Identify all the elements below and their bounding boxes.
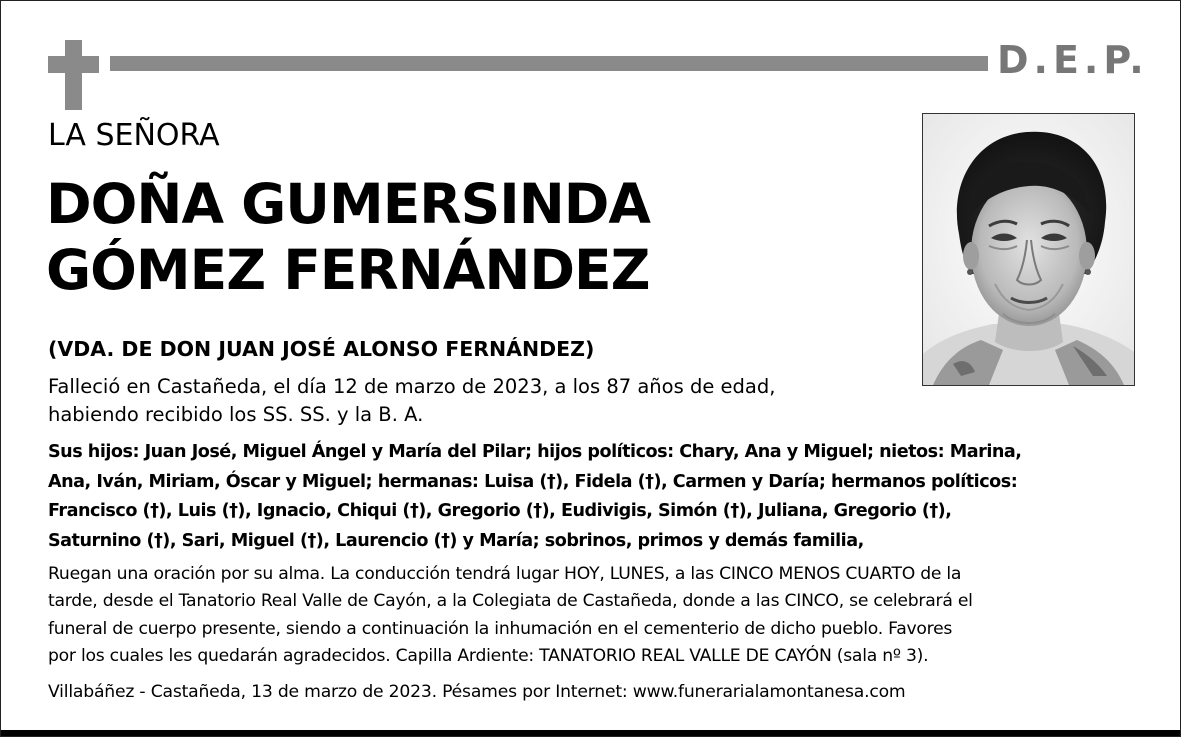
death-details-line1: Falleció en Castañeda, el día 12 de marzo de 2023, a los 87 años de edad, (48, 375, 776, 398)
funeral-line: tarde, desde el Tanatorio Real Valle de Cayón, a la Colegiata de Castañeda, donde a las CINCO, se celebrará el (48, 591, 973, 612)
deceased-name (46, 171, 650, 303)
deceased-name-line1: DOÑA GUMERSINDA (46, 172, 650, 236)
funeral-line: Ruegan una oración por su alma. La conducción tendrá lugar HOY, LUNES, a las CINCO MENOS CUARTO de la (48, 564, 962, 584)
portrait-photo (922, 113, 1135, 386)
death-details (48, 373, 908, 429)
family-line: Saturnino (†), Sari, Miguel (†), Laurencio (†) y María; sobrinos, primos y demás familia, (48, 530, 864, 551)
honorific: LA SEÑORA (48, 118, 220, 153)
family-line: Francisco (†), Luis (†), Ignacio, Chiqui (†), Gregorio (†), Eudivigis, Simón (†), Juliana, Gregorio (†), (48, 501, 952, 521)
death-details-line2: habiendo recibido los SS. SS. y la B. A. (48, 403, 424, 426)
funeral-line: funeral de cuerpo presente, siendo a continuación la inhumación en el cementerio de dicho pueblo. Favores (48, 618, 953, 639)
rip-label: D.E.P. (997, 38, 1149, 82)
widow-of: (VDA. DE DON JUAN JOSÉ ALONSO FERNÁNDEZ) (48, 337, 595, 361)
cross-icon-arm (48, 56, 99, 73)
footer-place-date: Villabáñez - Castañeda, 13 de marzo de 2023. Pésames por Internet: www.funerarialamontanesa.com (48, 682, 906, 702)
header-rule (110, 56, 988, 71)
funeral-line: por los cuales les quedarán agradecidos. Capilla Ardiente: TANATORIO REAL VALLE DE CAYÓN (sala nº 3). (48, 645, 929, 666)
cross-icon (65, 40, 82, 110)
family-line: Sus hijos: Juan José, Miguel Ángel y María del Pilar; hijos políticos: Chary, Ana y Miguel; nietos: Marina, (48, 442, 1022, 462)
deceased-name-line2: GÓMEZ FERNÁNDEZ (46, 238, 650, 302)
portrait-image (923, 114, 1134, 385)
bottom-border (1, 730, 1180, 736)
family-line: Ana, Iván, Miriam, Óscar y Miguel; hermanas: Luisa (†), Fidela (†), Carmen y Daría; hermanos políticos: (48, 471, 1018, 492)
funeral-details (48, 561, 1168, 670)
family-list (48, 438, 1148, 556)
